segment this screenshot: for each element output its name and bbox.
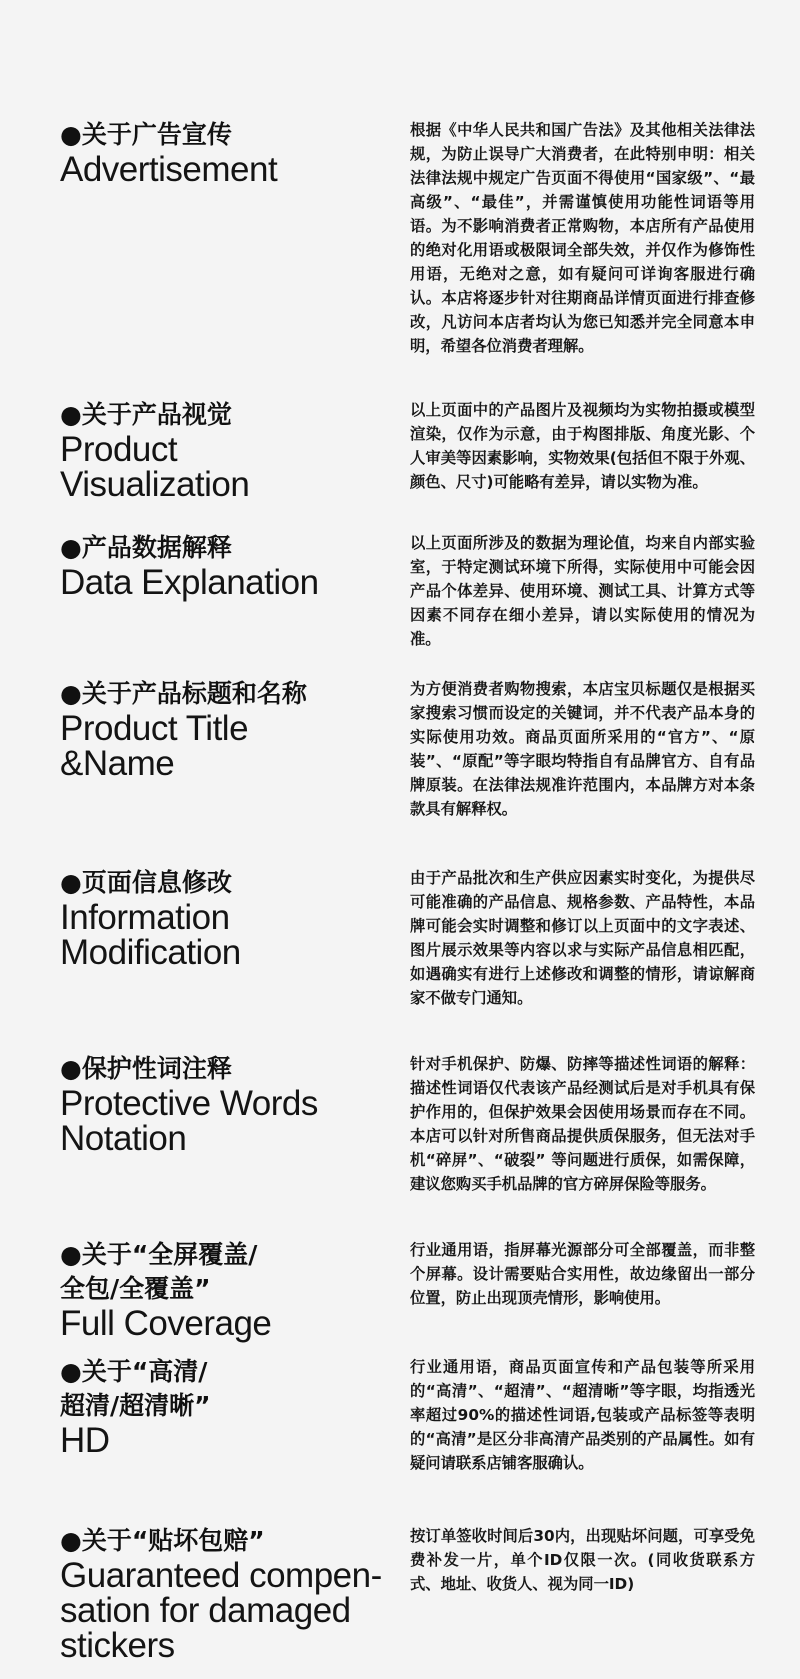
section-title-en: Information Modification <box>60 898 241 972</box>
section-description: 根据《中华人民共和国广告法》及其他相关法律法规，为防止误导广大消费者，在此特别申明：相关法律法规中规定广告页面不得使用“国家级”、“最高级”、“最佳”，并需谨慎使用功能性词语等用语。为不影响消费者正常购物，本店所有产品使用的绝对化用语或极限词全部失效，并仅作为修饰性用语，无绝对之意，如有疑问可详询客服进行确认。本店将逐步针对往期商品详情页面进行排查修改，凡访问本店者均认为您已知悉并完全同意本申明，希望各位消费者理解。 <box>410 121 755 355</box>
section-description: 针对手机保护、防爆、防摔等描述性词语的解释：描述性词语仅代表该产品经测试后是对手机具有保护作用的，但保护效果会因使用场景而存在不同。本店可以针对所售商品提供质保服务，但无法对手机“碎屏”、“破裂” 等问题进行质保，如需保障，建议您购买手机品牌的官方碎屏保险等服务。 <box>410 1055 755 1193</box>
section-description: 行业通用语，商品页面宣传和产品包装等所采用的“高清”、“超清”、“超清晰”等字眼，均指透光率超过90%的描述性词语,包装或产品标签等表明的“高清”是区分非高清产品类别的产品属性。如有疑问请联系店铺客服确认。 <box>410 1358 755 1472</box>
section-title-cn: ●关于产品视觉 <box>60 400 232 429</box>
section-description: 为方便消费者购物搜索，本店宝贝标题仅是根据买家搜索习惯而设定的关键词，并不代表产品本身的实际使用功效。商品页面所采用的“官方”、“原装”、“原配”等字眼均特指自有品牌官方、自有品牌原装。在法律法规准许范围内，本品牌方对本条款具有解释权。 <box>410 680 755 818</box>
section-title-en: Product Title &Name <box>60 709 249 783</box>
section-title-en: Full Coverage <box>60 1304 272 1343</box>
section-description: 行业通用语，指屏幕光源部分可全部覆盖，而非整个屏幕。设计需要贴合实用性，故边缘留出一部分位置，防止出现顶壳情形，影响使用。 <box>410 1241 755 1307</box>
section-title-cn: ●关于“高清/ 超清/超清晰” <box>60 1357 211 1420</box>
section-title-cn: ●页面信息修改 <box>60 868 232 897</box>
section-title-en: HD <box>60 1421 110 1460</box>
section-description: 以上页面中的产品图片及视频均为实物拍摄或模型渲染，仅作为示意，由于构图排版、角度光影、个人审美等因素影响，实物效果(包括但不限于外观、颜色、尺寸)可能略有差异，请以实物为准。 <box>410 401 755 491</box>
section-title-cn: ●关于“贴坏包赔” <box>60 1526 265 1555</box>
section-title-cn: ●产品数据解释 <box>60 533 232 562</box>
section-title-en: Guaranteed compen- sation for damaged stickers <box>60 1556 382 1665</box>
section-title-en: Data Explanation <box>60 563 319 602</box>
section-description: 按订单签收时间后30内，出现贴坏问题，可享受免费补发一片，单个ID仅限一次。(同收货联系方式、地址、收货人、视为同一ID) <box>410 1527 755 1593</box>
section-description: 以上页面所涉及的数据为理论值，均来自内部实验室，于特定测试环境下所得，实际使用中可能会因产品个体差异、使用环境、测试工具、计算方式等因素不同存在细小差异，请以实际使用的情况为准。 <box>410 534 755 648</box>
section-title-cn: ●关于广告宣传 <box>60 120 232 149</box>
section-title-cn: ●关于“全屏覆盖/ 全包/全覆盖” <box>60 1240 258 1303</box>
section-title-cn: ●关于产品标题和名称 <box>60 679 307 708</box>
section-title-en: Protective Words Notation <box>60 1084 318 1158</box>
section-title-cn: ●保护性词注释 <box>60 1054 232 1083</box>
section-title-en: Product Visualization <box>60 430 250 504</box>
section-description: 由于产品批次和生产供应因素实时变化，为提供尽可能准确的产品信息、规格参数、产品特性，本品牌可能会实时调整和修订以上页面中的文字表述、图片展示效果等内容以求与实际产品信息相匹配，如遇确实有进行上述修改和调整的情形，请谅解商家不做专门通知。 <box>410 869 755 1007</box>
section-title-en: Advertisement <box>60 150 278 189</box>
